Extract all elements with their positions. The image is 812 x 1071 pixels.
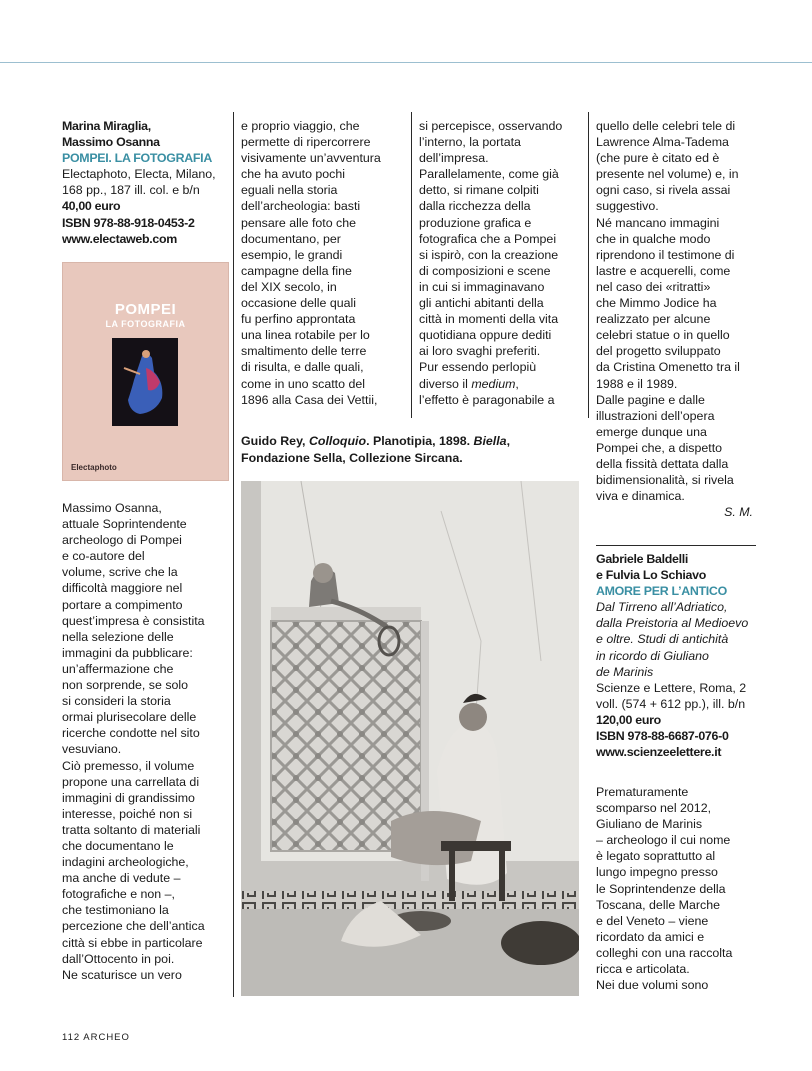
review1-author: Massimo Osanna	[62, 135, 160, 150]
body-line: in cui si immaginavano	[419, 279, 545, 294]
review2-title: AMORE PER L’ANTICO	[596, 584, 727, 599]
body-line: ricordato da amici e	[596, 929, 705, 944]
body-line: interesse, poiché non si	[62, 806, 193, 821]
body-line: indagini archeologiche,	[62, 855, 189, 870]
body-line: da Cristina Omenetto tra il	[596, 360, 740, 375]
body-line: 1896 alla Casa dei Vettii,	[241, 392, 378, 407]
review2-author: Gabriele Baldelli	[596, 552, 688, 566]
review2-header	[596, 551, 761, 760]
body-line: Nei due volumi sono	[596, 978, 709, 993]
column-2	[241, 118, 401, 408]
review1-isbn: ISBN 978-88-918-0453-2	[62, 215, 195, 230]
body-line: Prematuramente	[596, 785, 689, 799]
body-line: e del Veneto – viene	[596, 913, 709, 928]
body-line: che Mimmo Jodice ha	[596, 296, 717, 311]
body-line: riprendono il testimone di	[596, 247, 735, 262]
body-text: ,	[515, 376, 519, 391]
body-line: ai loro svaghi preferiti.	[419, 344, 541, 359]
body-line: emerge dunque una	[596, 424, 707, 439]
body-line: non sorprende, se solo	[62, 678, 189, 693]
body-line: l’interno, la portata	[419, 135, 521, 150]
caption-place: Biella	[473, 434, 507, 448]
body-line: un’affermazione che	[62, 661, 174, 676]
body-line: occasione delle quali	[241, 296, 357, 311]
body-line: lungo impegno presso	[596, 865, 718, 880]
body-line: Ne scaturisce un vero	[62, 967, 182, 982]
body-line: dell’archeologia: basti	[241, 199, 361, 214]
body-line: portare a compimento	[62, 597, 183, 612]
body-line: ricerche condotte nel sito	[62, 726, 200, 741]
body-text: diverso il	[419, 376, 472, 391]
review2-body	[596, 784, 761, 993]
review1-pages: 168 pp., 187 ill. col. e b/n	[62, 183, 200, 198]
historic-photograph	[241, 481, 579, 996]
body-line: dell’impresa.	[419, 151, 489, 166]
body-line: di composizioni e scene	[419, 263, 551, 278]
caption-details: . Planotipia, 1898.	[366, 434, 471, 448]
body-line: attuale Soprintendente	[62, 517, 187, 532]
column-divider	[233, 112, 234, 997]
caption-rest: , Fondazione Sella, Collezione Sircana.	[241, 434, 511, 465]
column-1-body	[62, 500, 232, 983]
body-line: fotografica che a Pompei	[419, 231, 557, 246]
body-line: visivamente un’avventura	[241, 151, 381, 166]
column-divider	[411, 112, 412, 418]
page-footer: 112 ARCHEO	[62, 1032, 130, 1043]
body-line: le Soprintendenze della	[596, 881, 726, 896]
body-line: vesuviano.	[62, 742, 122, 757]
column-4	[596, 118, 761, 520]
body-line: scomparso nel 2012,	[596, 801, 712, 816]
body-line: e co-autore del	[62, 549, 145, 564]
body-line: difficoltà maggiore nel	[62, 581, 183, 596]
body-line: volume, scrive che la	[62, 565, 178, 580]
body-line: produzione grafica e	[419, 215, 532, 230]
review2-publisher: Scienze e Lettere, Roma, 2	[596, 680, 747, 695]
photo-caption	[241, 433, 581, 466]
body-line: realizzato per alcune	[596, 312, 711, 327]
body-line: Né mancano immagini	[596, 215, 720, 230]
body-line: che ha avuto pochi	[241, 167, 346, 182]
body-line: della fissità dettata dalla	[596, 456, 729, 471]
body-line: Lawrence Alma-Tadema	[596, 135, 729, 150]
body-line: pensare alle foto che	[241, 215, 357, 230]
body-line: Ciò premesso, il volume	[62, 758, 195, 773]
column-divider	[588, 112, 589, 418]
body-line: Pompei che, a dispetto	[596, 440, 723, 455]
body-line: lastre e acquerelli, come	[596, 263, 731, 278]
review2-price: 120,00 euro	[596, 712, 661, 727]
body-line: città in momenti della vita	[419, 312, 559, 327]
body-line: bidimensionalità, si rivela	[596, 473, 734, 488]
caption-work: Colloquio	[308, 434, 367, 448]
body-line: fu perfino approntata	[241, 312, 356, 327]
body-line: Parallelamente, come già	[419, 167, 559, 182]
body-line: si consideri la storia	[62, 694, 171, 709]
book-cover-figure	[112, 338, 178, 426]
body-line: quotidiana oppure dediti	[419, 328, 552, 343]
review1-price: 40,00 euro	[62, 199, 121, 214]
body-line: Pur essendo perlopiù	[419, 360, 537, 375]
body-line: campagne della fine	[241, 263, 352, 278]
body-line: dall’Ottocento in poi.	[62, 951, 175, 966]
body-line: del XIX secolo, in	[241, 279, 337, 294]
body-line: nel caso dei «ritratti»	[596, 279, 711, 294]
body-line	[419, 376, 579, 392]
body-line: dalla ricchezza della	[419, 199, 531, 214]
body-line: percezione che dell’antica	[62, 919, 205, 934]
body-line: ricca e articolata.	[596, 962, 690, 977]
body-line: ma anche di vedute –	[62, 871, 181, 886]
book-cover-subtitle: LA FOTOGRAFIA	[105, 319, 186, 329]
review2-author: e Fulvia Lo Schiavo	[596, 568, 706, 583]
author-signature: S. M.	[724, 505, 753, 520]
caption-author: Guido Rey,	[241, 434, 306, 448]
body-line: eguali nella storia	[241, 183, 338, 198]
body-line: 1988 e il 1989.	[596, 376, 678, 391]
body-line: gli antichi abitanti della	[419, 296, 544, 311]
body-line: illustrazioni dell’opera	[596, 408, 715, 423]
review2-website[interactable]: www.scienzeelettere.it	[596, 745, 722, 760]
body-line: si ispirò, con la creazione	[419, 247, 559, 262]
body-line: Toscana, delle Marche	[596, 897, 720, 912]
body-line: ogni caso, si rivela assai	[596, 183, 731, 198]
body-line: (che pure è citato ed è	[596, 151, 720, 166]
body-line: documentano, per	[241, 231, 341, 246]
body-line: del progetto sviluppato	[596, 344, 721, 359]
body-line: Giuliano de Marinis	[596, 817, 703, 832]
body-line: celebri statue o in quello	[596, 328, 730, 343]
review1-title: POMPEI. LA FOTOGRAFIA	[62, 151, 212, 166]
column-1	[62, 118, 222, 247]
body-line: è legato soprattutto al	[596, 849, 716, 864]
body-line: presente nel volume) e, in	[596, 167, 739, 182]
body-line: Dalle pagine e dalle	[596, 392, 705, 407]
body-line: – archeologo il cui nome	[596, 833, 731, 848]
book-cover-image	[62, 262, 229, 481]
body-line: permette di ripercorrere	[241, 135, 371, 150]
body-line: Massimo Osanna,	[62, 501, 162, 515]
review2-isbn: ISBN 978-88-6687-076-0	[596, 729, 729, 744]
body-line: nella selezione delle	[62, 629, 174, 644]
review2-subtitle-line: e oltre. Studi di antichità	[596, 632, 729, 647]
book-cover-publisher-logo: Electaphoto	[71, 463, 117, 472]
italic-term: medium	[471, 376, 516, 391]
body-line: una linea rotabile per lo	[241, 328, 370, 343]
body-line: che documentano le	[62, 838, 174, 853]
body-line: viva e dinamica.	[596, 489, 685, 504]
body-line: città si ebbe in particolare	[62, 935, 203, 950]
review2-subtitle-line: de Marinis	[596, 664, 654, 679]
book-cover-title: POMPEI	[114, 301, 177, 318]
review1-publisher: Electaphoto, Electa, Milano,	[62, 167, 216, 182]
top-rule	[0, 62, 812, 63]
body-line: colleghi con una raccolta	[596, 945, 733, 960]
body-line: e proprio viaggio, che	[241, 119, 360, 133]
body-line: archeologo di Pompei	[62, 533, 182, 548]
column-3	[419, 118, 579, 408]
review2-subtitle-line: in ricordo di Giuliano	[596, 648, 709, 663]
body-line: si percepisce, osservando	[419, 119, 563, 133]
body-line: quest’impresa è consistita	[62, 613, 205, 628]
body-line: come in uno scatto del	[241, 376, 365, 391]
review2-pages: voll. (574 + 612 pp.), ill. b/n	[596, 696, 746, 711]
body-line: propone una carrellata di	[62, 774, 200, 789]
review2-subtitle-line: Dal Tirreno all’Adriatico,	[596, 600, 728, 615]
body-line: che testimoniano la	[62, 903, 169, 918]
section-divider	[596, 545, 756, 546]
body-line: di risulta, e dalle quali,	[241, 360, 364, 375]
review2-subtitle-line: dalla Preistoria al Medioevo	[596, 616, 749, 631]
body-line: che in qualche modo	[596, 231, 711, 246]
body-line: detto, si rimane colpiti	[419, 183, 539, 198]
body-line: smaltimento delle terre	[241, 344, 367, 359]
review1-website[interactable]: www.electaweb.com	[62, 231, 177, 246]
body-line: ormai plurisecolare delle	[62, 710, 197, 725]
body-line: fotografiche e non –,	[62, 887, 175, 902]
body-line: immagini da pubblicare:	[62, 645, 193, 660]
body-line: immagini di grandissimo	[62, 790, 195, 805]
review1-author: Marina Miraglia,	[62, 119, 151, 133]
body-line: suggestivo.	[596, 199, 659, 214]
body-line: esempio, le grandi	[241, 247, 343, 262]
body-line: tratta soltanto di materiali	[62, 822, 201, 837]
body-line: l’effetto è paragonabile a	[419, 392, 555, 407]
body-line: quello delle celebri tele di	[596, 119, 736, 133]
